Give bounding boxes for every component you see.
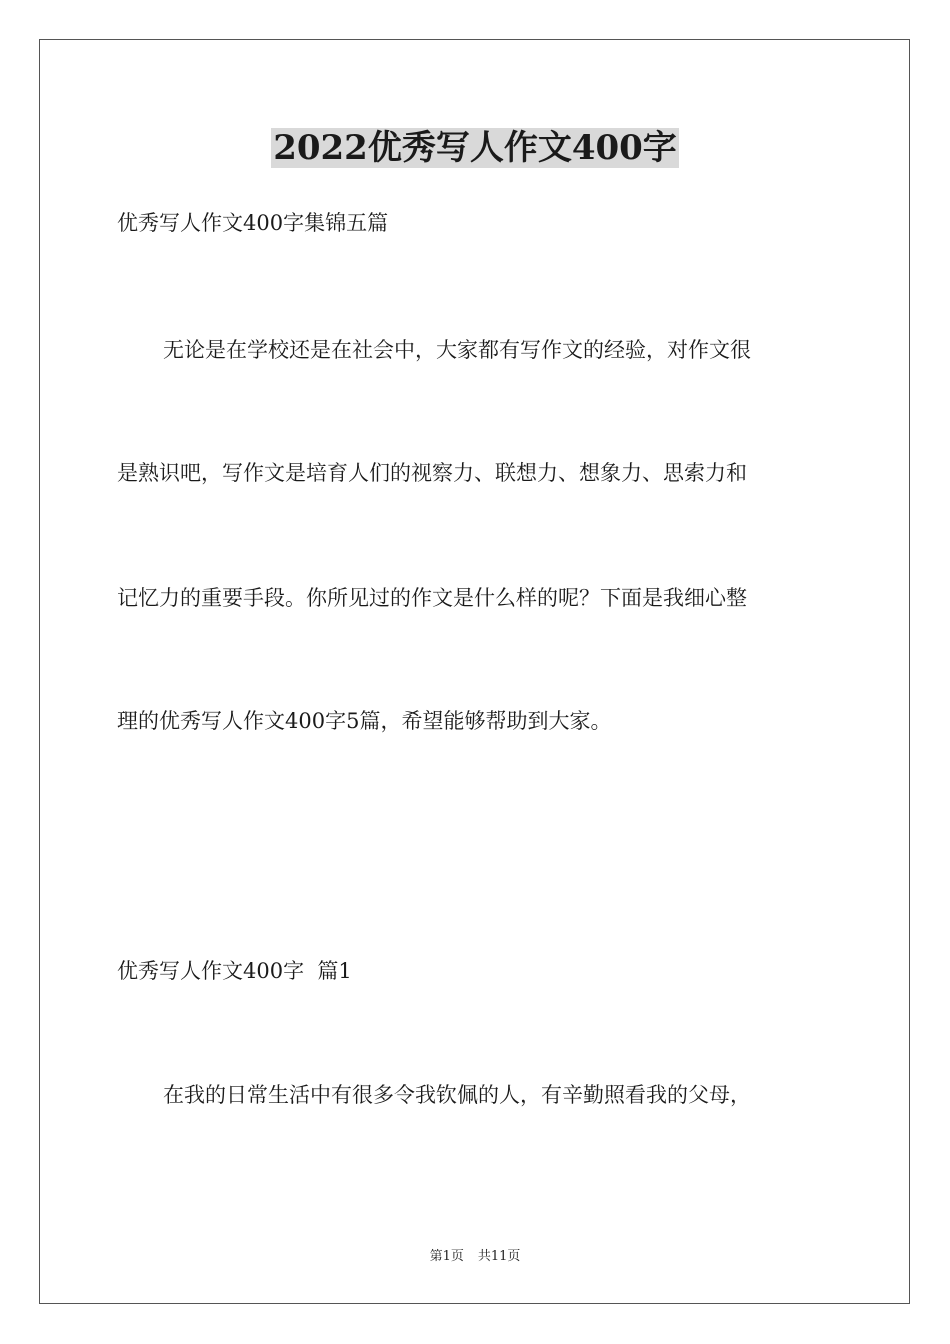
page-footer: [0, 1248, 950, 1266]
section-heading: 优秀写人作文400字 篇1: [117, 959, 352, 983]
intro-line-2: 是熟识吧，写作文是培育人们的视察力、联想力、想象力、思索力和: [117, 461, 747, 485]
section-line-1: 在我的日常生活中有很多令我钦佩的人，有辛勤照看我的父母，: [163, 1083, 751, 1107]
document-subtitle: 优秀写人作文400字集锦五篇: [117, 211, 389, 235]
intro-line-3: 记忆力的重要手段。你所见过的作文是什么样的呢？下面是我细心整: [117, 586, 747, 610]
intro-line-4: 理的优秀写人作文400字5篇，希望能够帮助到大家。: [117, 709, 612, 733]
document-title: [0, 128, 950, 168]
title-highlight: 2022优秀写人作文400字: [273, 128, 677, 168]
page-number: 第1页: [429, 1249, 464, 1264]
page-total: 共11页: [477, 1249, 521, 1264]
intro-line-1: 无论是在学校还是在社会中，大家都有写作文的经验，对作文很: [163, 338, 751, 362]
